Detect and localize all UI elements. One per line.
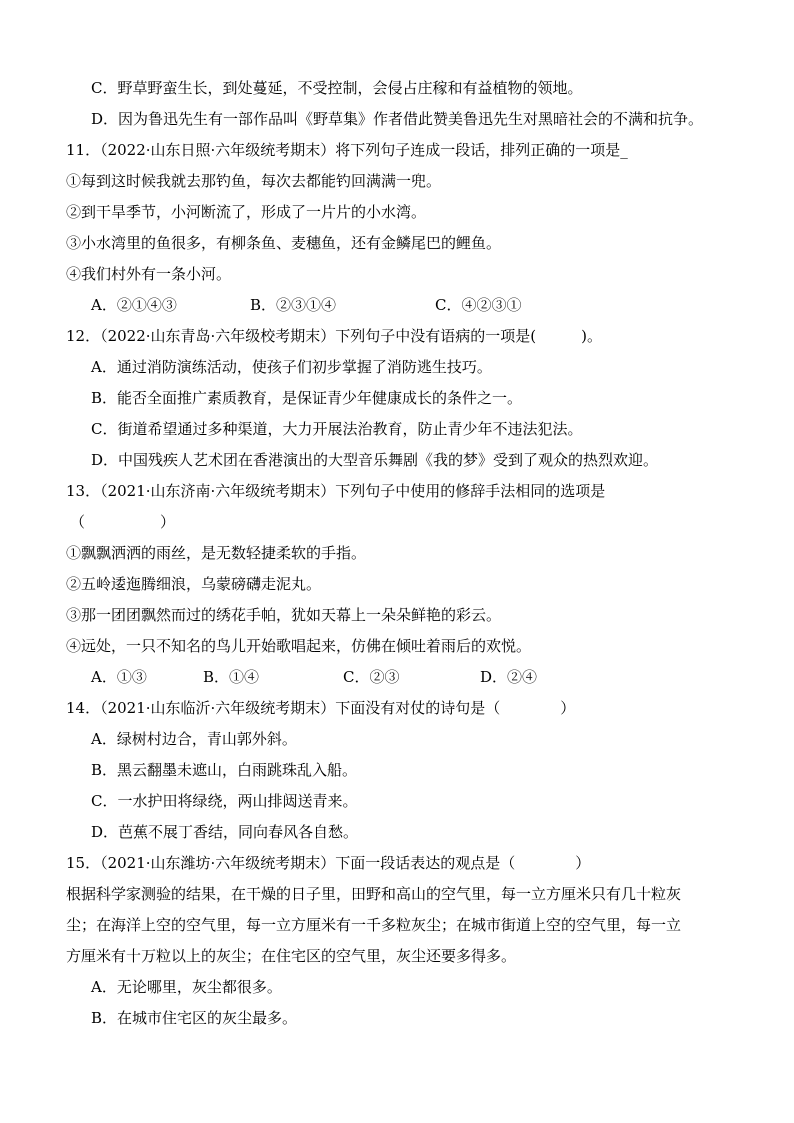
- q12-option-d: D．中国残疾人艺术团在香港演出的大型音乐舞剧《我的梦》受到了观众的热烈欢迎。: [91, 451, 659, 469]
- q14-option-c: C．一水护田将绿绕，两山排闼送青来。: [91, 792, 358, 810]
- q10-option-d: D．因为鲁迅先生有一部作品叫《野草集》作者借此赞美鲁迅先生对黑暗社会的不满和抗争。: [91, 110, 704, 128]
- q14-option-d: D．芭蕉不展丁香结，同向春风各自愁。: [91, 823, 359, 841]
- q14-option-a: A．绿树村边合，青山郭外斜。: [91, 730, 297, 748]
- q13-option-a: A．①③: [91, 668, 147, 686]
- q13-sentence-2: ②五岭逶迤腾细浪，乌蒙磅礴走泥丸。: [66, 575, 322, 593]
- q15-stem: 15．（2021·山东潍坊·六年级统考期末）下面一段话表达的观点是（ ）: [66, 854, 591, 872]
- q15-option-b: B．在城市住宅区的灰尘最多。: [91, 1009, 298, 1027]
- q13-stem: 13．（2021·山东济南·六年级统考期末）下列句子中使用的修辞手法相同的选项是: [66, 482, 606, 500]
- q13-option-b: B．①④: [203, 668, 260, 686]
- q14-option-b: B．黑云翻墨未遮山，白雨跳珠乱入船。: [91, 761, 358, 779]
- q13-option-d: D．②④: [480, 668, 538, 686]
- q12-option-a: A．通过消防演练活动，使孩子们初步掌握了消防逃生技巧。: [91, 358, 492, 376]
- q13-option-c: C．②③: [343, 668, 400, 686]
- q11-sentence-3: ③小水湾里的鱼很多，有柳条鱼、麦穗鱼，还有金鳞尾巴的鲤鱼。: [66, 234, 502, 252]
- q13-answer-blank: （ ）: [70, 513, 176, 531]
- q15-passage-line-1: 根据科学家测验的结果，在干燥的日子里，田野和高山的空气里，每一立方厘米只有几十粒灰: [66, 885, 682, 903]
- q11-sentence-2: ②到干旱季节，小河断流了，形成了一片片的小水湾。: [66, 203, 427, 221]
- q11-options-row: [66, 293, 744, 317]
- q11-option-c: C．④②③①: [435, 296, 522, 314]
- q13-options-row: [66, 665, 744, 689]
- q15-passage-line-3: 方厘米有十万粒以上的灰尘；在住宅区的空气里，灰尘还要多得多。: [66, 947, 517, 965]
- q11-option-a: A．②①④③: [91, 296, 177, 314]
- q12-option-c: C．街道希望通过多种渠道，大力开展法治教育，防止青少年不违法犯法。: [91, 420, 583, 438]
- q11-stem: 11．（2022·山东日照·六年级统考期末）将下列句子连成一段话，排列正确的一项是_: [66, 141, 628, 159]
- q10-option-c: C．野草野蛮生长，到处蔓延，不受控制，会侵占庄稼和有益植物的领地。: [91, 79, 583, 97]
- q13-sentence-4: ④远处，一只不知名的鸟儿开始歌唱起来，仿佛在倾吐着雨后的欢悦。: [66, 637, 532, 655]
- q13-sentence-1: ①飘飘洒洒的雨丝，是无数轻捷柔软的手指。: [66, 544, 367, 562]
- q11-sentence-1: ①每到这时候我就去那钓鱼，每次去都能钓回满满一兜。: [66, 172, 442, 190]
- q14-stem: 14．（2021·山东临沂·六年级统考期末）下面没有对仗的诗句是（ ）: [66, 699, 576, 717]
- q12-stem: 12．（2022·山东青岛·六年级校考期末）下列句子中没有语病的一项是( )。: [66, 327, 603, 345]
- q12-option-b: B．能否全面推广素质教育，是保证青少年健康成长的条件之一。: [91, 389, 523, 407]
- q13-sentence-3: ③那一团团飘然而过的绣花手帕，犹如天幕上一朵朵鲜艳的彩云。: [66, 606, 502, 624]
- q11-sentence-4: ④我们村外有一条小河。: [66, 265, 232, 283]
- q11-option-b: B．②③①④: [250, 296, 337, 314]
- q15-passage-line-2: 尘；在海洋上空的空气里，每一立方厘米有一千多粒灰尘；在城市街道上空的空气里，每一立: [66, 916, 682, 934]
- q15-option-a: A．无论哪里，灰尘都很多。: [91, 978, 282, 996]
